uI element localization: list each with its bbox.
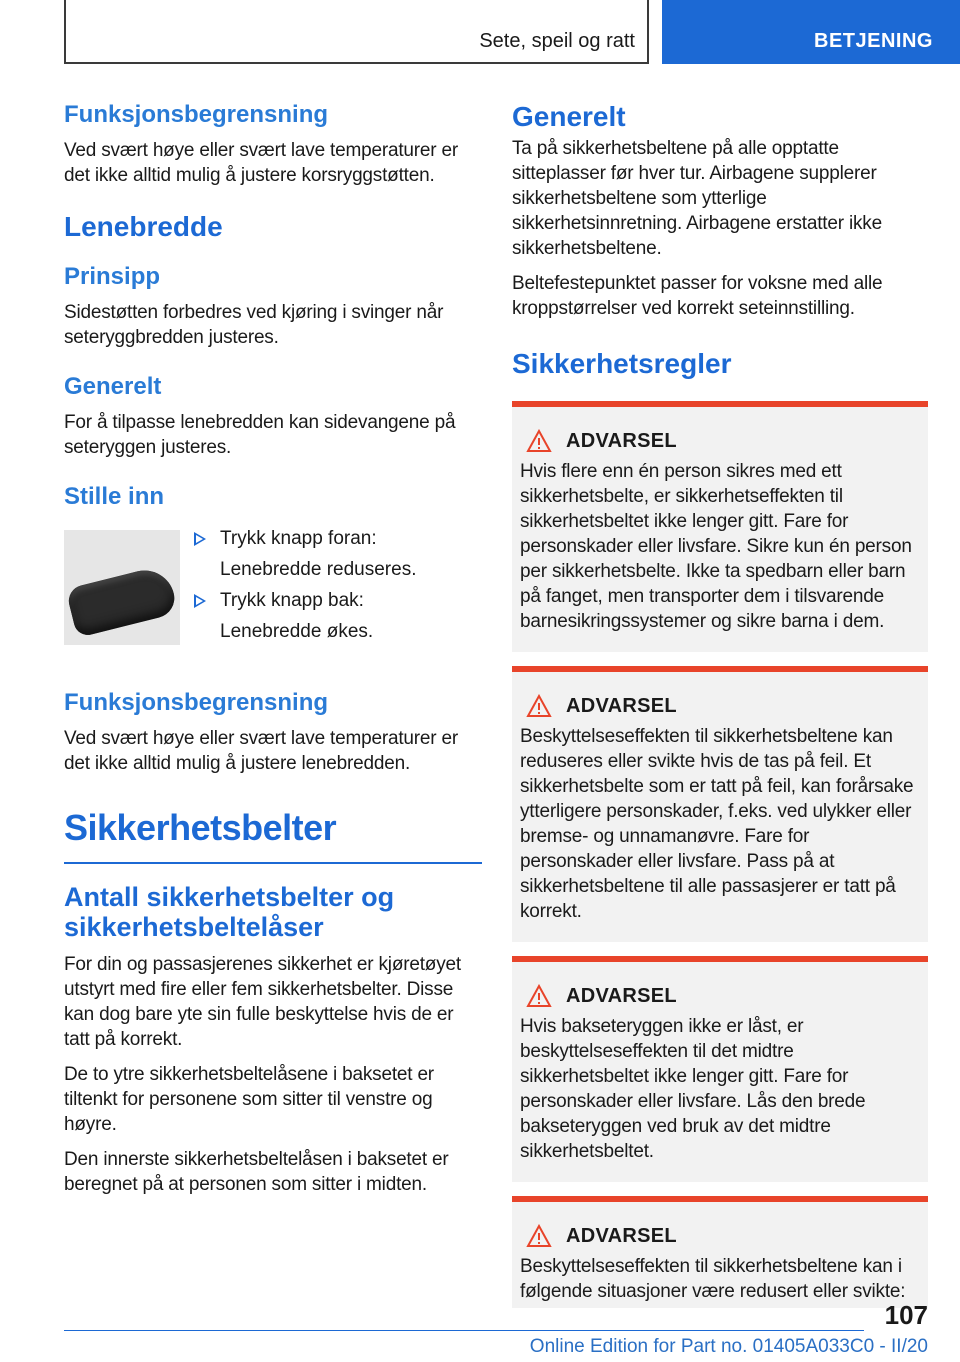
text-generelt-left: For å tilpasse lenebredden kan sidevangene på seteryggen justeres.: [64, 412, 456, 458]
right-column: [512, 100, 928, 1322]
warning-box: [512, 956, 928, 1182]
section-prinsipp: [64, 262, 482, 350]
warning-label: ADVARSEL: [566, 1224, 677, 1247]
warning-header: [520, 1224, 920, 1248]
section-funksjonsbegrensning-1: [64, 100, 482, 188]
warning-text: Hvis bakseteryggen ikke er låst, er beskyttelseseffekten til det midtre sikkerhetsbeltet ikke lenger gitt. Fare for personskader eller livsfare. Lås den brede bakseteryggen ved bruk av det midtre sikkerhetsbeltet.: [520, 1016, 866, 1162]
heading-funksjonsbegrensning-1: Funksjonsbegrensning: [64, 101, 329, 128]
warning-triangle-icon: [526, 694, 552, 718]
heading-sikkerhetsbelter: Sikkerhetsbelter: [64, 806, 482, 864]
heading-generelt-left: Generelt: [64, 373, 162, 400]
rocker-switch-icon: [65, 564, 178, 638]
page-number: 107: [884, 1300, 928, 1330]
text-funksjonsbegrensning-2: Ved svært høye eller svært lave temperaturer er det ikke alltid mulig å justere lenebredden.: [64, 728, 458, 774]
section-funksjonsbegrensning-2: [64, 688, 482, 776]
text-funksjonsbegrensning-1: Ved svært høye eller svært lave temperaturer er det ikke alltid mulig å justere korsryggstøtten.: [64, 140, 458, 186]
heading-lenebredde: Lenebredde: [64, 211, 223, 242]
text-generelt-right-2: Beltefestepunktet passer for voksne med alle kroppstørrelser ved korrekt seteinnstilling.: [512, 273, 883, 319]
text-antall-1: For din og passasjerenes sikkerhet er kjøretøyet utstyrt med fire eller fem sikkerhetsbelter. Disse kan dog bare yte sin fulle beskyttelse hvis de er tatt på korrekt.: [64, 954, 461, 1050]
warning-text: Beskyttelseseffekten til sikkerhetsbeltene kan reduseres eller svikte hvis de tas på feil. Et sikkerhetsbelte som er tatt på feil, kan forårsake ytterligere personskader, f.eks. ved ulykker eller bremse- og unnamanøvre. Fare for personskader eller livsfare. Pass på at sikkerhetsbeltene til alle passasjerer er tatt på korrekt.: [520, 726, 914, 922]
text-generelt-right-1: Ta på sikkerhetsbeltene på alle opptatte sitteplasser før hver tur. Airbagene supplerer sikkerhetsbeltene som ytterlige sikkerhetsinnretning. Airbagene erstatter ikke sikkerhetsbeltene.: [512, 138, 882, 259]
stille-inn-block: [64, 520, 482, 660]
list-item: Trykk knapp bak:: [194, 588, 484, 613]
warning-text: Beskyttelseseffekten til sikkerhetsbeltene kan i følgende situasjoner være redusert eller svikte:: [520, 1256, 906, 1302]
warning-box: [512, 1196, 928, 1308]
text-antall-2: De to ytre sikkerhetsbeltelåsene i baksetet er tiltenkt for personene som sitter til venstre og høyre.: [64, 1064, 434, 1135]
warning-header: [520, 694, 920, 718]
warning-text: Hvis flere enn én person sikres med ett sikkerhetsbelte, er sikkerhetseffekten til sikkerhetsbeltet ikke lenger gitt. Fare for personskader eller livsfare. Sikre kun én person per sikkerhetsbelte. Ikke ta spedbarn eller barn på fanget, men transporter dem i tilsvarende barnesikringssystemer og sikre barna i dem.: [520, 461, 912, 632]
header-chapter-tab[interactable]: [662, 0, 960, 64]
warning-box: [512, 666, 928, 942]
warning-box: [512, 401, 928, 652]
warning-triangle-icon: [526, 1224, 552, 1248]
section-generelt-left: [64, 372, 482, 460]
heading-generelt-right: Generelt: [512, 101, 626, 132]
list-item-result: Lenebredde økes.: [220, 621, 374, 642]
header-chapter-title: BETJENING: [814, 30, 933, 52]
bullet-arrow-icon: [194, 594, 206, 608]
header-section-title: Sete, speil og ratt: [479, 30, 635, 52]
warning-label: ADVARSEL: [566, 429, 677, 452]
text-prinsipp: Sidestøtten forbedres ved kjøring i svinger når seteryggbredden justeres.: [64, 302, 444, 348]
warning-triangle-icon: [526, 984, 552, 1008]
text-antall-3: Den innerste sikkerhetsbeltelåsen i baksetet er beregnet på at personen som sitter i midten.: [64, 1149, 449, 1195]
stille-inn-list: [194, 526, 484, 650]
list-item-result: Lenebredde reduseres.: [220, 559, 417, 580]
footer-divider: [64, 1330, 864, 1331]
warning-header: [520, 984, 920, 1008]
seat-width-button-image: [64, 530, 180, 645]
bullet-arrow-icon: [194, 532, 206, 546]
header-section-box: [64, 0, 649, 64]
left-column: [64, 100, 482, 1207]
warning-label: ADVARSEL: [566, 984, 677, 1007]
heading-antall: Antall sikkerhetsbelter og sikkerhetsbeltelåser: [64, 882, 395, 942]
heading-stille-inn: Stille inn: [64, 483, 165, 510]
footer-edition[interactable]: Online Edition for Part no. 01405A033C0 - II/20: [529, 1336, 928, 1357]
heading-funksjonsbegrensning-2: Funksjonsbegrensning: [64, 689, 329, 716]
heading-prinsipp: Prinsipp: [64, 263, 161, 290]
warning-header: [520, 429, 920, 453]
warning-label: ADVARSEL: [566, 694, 677, 717]
heading-sikkerhetsregler: Sikkerhetsregler: [512, 348, 732, 379]
list-item: Trykk knapp foran:: [194, 526, 484, 551]
warning-triangle-icon: [526, 429, 552, 453]
